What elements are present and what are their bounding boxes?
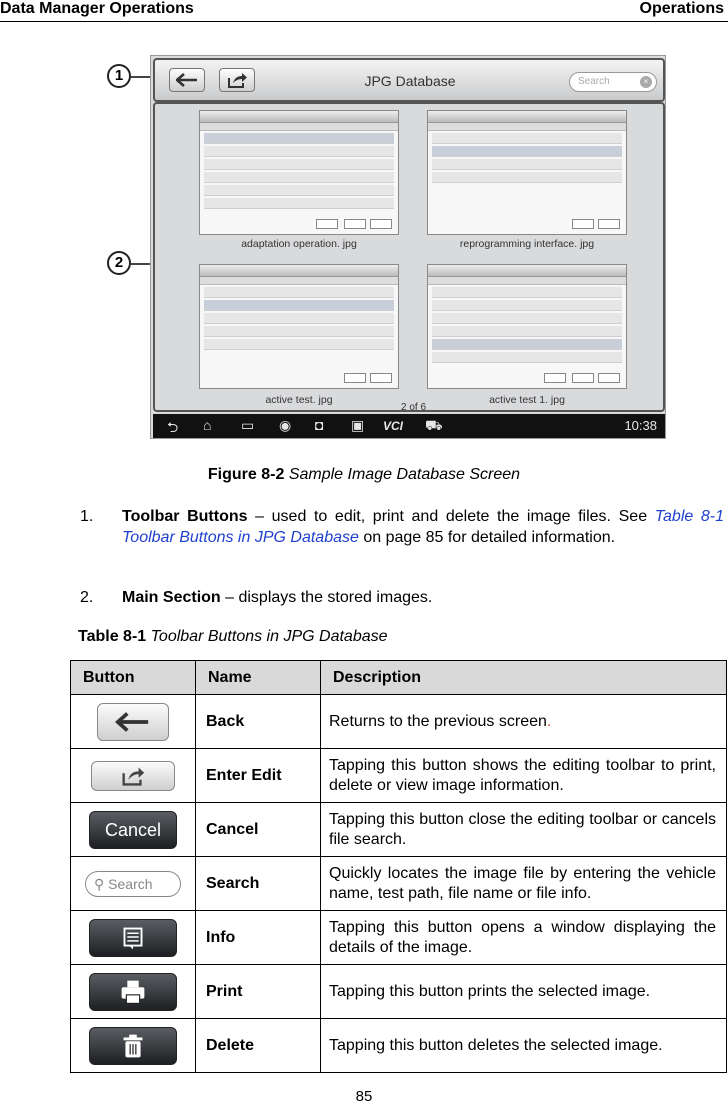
column-header-button: Button	[71, 661, 196, 695]
header-section-title: Data Manager Operations	[0, 0, 194, 17]
image-thumbnail-1[interactable]	[199, 110, 399, 235]
button-name: Print	[196, 965, 321, 1019]
callout-2: 2	[107, 251, 131, 275]
table-row	[71, 1019, 727, 1073]
list-item-text: Main Section – displays the stored images.	[122, 589, 433, 606]
search-field-icon: ⚲ Search	[85, 871, 181, 897]
table-reference-link[interactable]: Table 8-1 Toolbar Buttons in JPG Database	[122, 508, 725, 546]
back-arrow-icon	[176, 73, 198, 87]
button-description: Quickly locates the image file by entering the vehicle name, test path, file name or file info.	[321, 857, 727, 911]
button-description: Tapping this button shows the editing toolbar to print, delete or view image information.	[321, 749, 727, 803]
table-caption-text: Toolbar Buttons in JPG Database	[150, 628, 388, 645]
nav-display-icon[interactable]: ▣	[351, 417, 365, 433]
button-name: Info	[196, 911, 321, 965]
toolbar-title: JPG Database	[364, 73, 456, 89]
table-row	[71, 749, 727, 803]
cancel-button-icon: Cancel	[89, 811, 177, 849]
nav-vehicle-icon[interactable]: ⛟	[425, 417, 443, 433]
table-row	[71, 695, 727, 749]
figure-caption	[0, 466, 728, 484]
thumbnail-caption-1: adaptation operation. jpg	[241, 238, 357, 250]
page-header	[0, 0, 728, 22]
jpg-toolbar	[153, 58, 665, 102]
tablet-screenshot	[150, 55, 666, 439]
button-name: Search	[196, 857, 321, 911]
table-row	[71, 803, 727, 857]
nav-recent-apps-icon[interactable]: ▭	[241, 417, 255, 433]
button-description: Tapping this button prints the selected image.	[321, 965, 727, 1019]
delete-icon	[89, 1027, 177, 1065]
button-name: Delete	[196, 1019, 321, 1073]
list-item-text: Toolbar Buttons – used to edit, print and delete the image files. See Table 8-1 Toolbar Buttons in JPG Database on page 85 for detailed information.	[122, 508, 725, 546]
header-chapter-title: Operations	[639, 0, 724, 17]
button-description: Tapping this button opens a window displaying the details of the image.	[321, 911, 727, 965]
clear-search-icon[interactable]: ×	[640, 76, 652, 88]
list-item-number: 1.	[80, 508, 94, 525]
toolbar-enter-edit-button[interactable]	[219, 68, 255, 92]
table-row	[71, 911, 727, 965]
enter-edit-icon	[91, 761, 175, 791]
button-name: Enter Edit	[196, 749, 321, 803]
table-caption-label: Table 8-1	[78, 628, 147, 645]
table-row	[71, 857, 727, 911]
search-placeholder: Search	[578, 76, 610, 87]
thumbnail-caption-2: reprogramming interface. jpg	[459, 238, 595, 250]
figure-caption-label: Figure 8-2	[207, 466, 285, 483]
nav-browser-icon[interactable]: ◉	[279, 417, 292, 433]
nav-back-icon[interactable]: ⮌	[167, 419, 179, 435]
table-row	[71, 965, 727, 1019]
nav-camera-icon[interactable]: ◘	[315, 417, 324, 433]
android-navbar	[153, 414, 665, 438]
page-indicator: 2 of 6	[401, 402, 427, 413]
callout-1: 1	[107, 64, 131, 88]
thumbnail-caption-4: active test 1. jpg	[489, 394, 565, 406]
thumbnail-caption-3: active test. jpg	[265, 394, 333, 406]
status-clock: 10:38	[624, 418, 657, 433]
column-header-name: Name	[196, 661, 321, 695]
page-number: 85	[355, 1088, 373, 1105]
button-name: Cancel	[196, 803, 321, 857]
image-thumbnail-4[interactable]	[427, 264, 627, 389]
figure-caption-text: Sample Image Database Screen	[288, 466, 521, 483]
info-icon	[89, 919, 177, 957]
column-header-description: Description	[321, 661, 727, 695]
button-name: Back	[196, 695, 321, 749]
nav-home-icon[interactable]: ⌂	[203, 417, 212, 433]
image-thumbnail-3[interactable]	[199, 264, 399, 389]
list-item-term: Main Section	[122, 589, 221, 606]
main-section	[153, 102, 665, 412]
callout-1-leader	[131, 76, 152, 78]
toolbar-search-input[interactable]	[569, 72, 657, 92]
enter-edit-icon	[226, 72, 248, 88]
image-thumbnail-2[interactable]	[427, 110, 627, 235]
callout-2-leader	[131, 263, 152, 265]
list-item	[80, 506, 726, 570]
back-arrow-icon	[97, 703, 169, 741]
toolbar-buttons-table	[70, 660, 727, 1073]
list-item-term: Toolbar Buttons	[122, 508, 248, 525]
list-item	[80, 587, 726, 609]
print-icon	[89, 973, 177, 1011]
list-item-number: 2.	[80, 589, 94, 606]
table-header-row	[71, 661, 727, 695]
toolbar-back-button[interactable]	[169, 68, 205, 92]
nav-vci-icon[interactable]: VCI	[383, 419, 404, 433]
button-description: Returns to the previous screen.	[321, 695, 727, 749]
button-description: Tapping this button deletes the selected image.	[321, 1019, 727, 1073]
table-caption	[78, 628, 388, 646]
button-description: Tapping this button close the editing toolbar or cancels file search.	[321, 803, 727, 857]
